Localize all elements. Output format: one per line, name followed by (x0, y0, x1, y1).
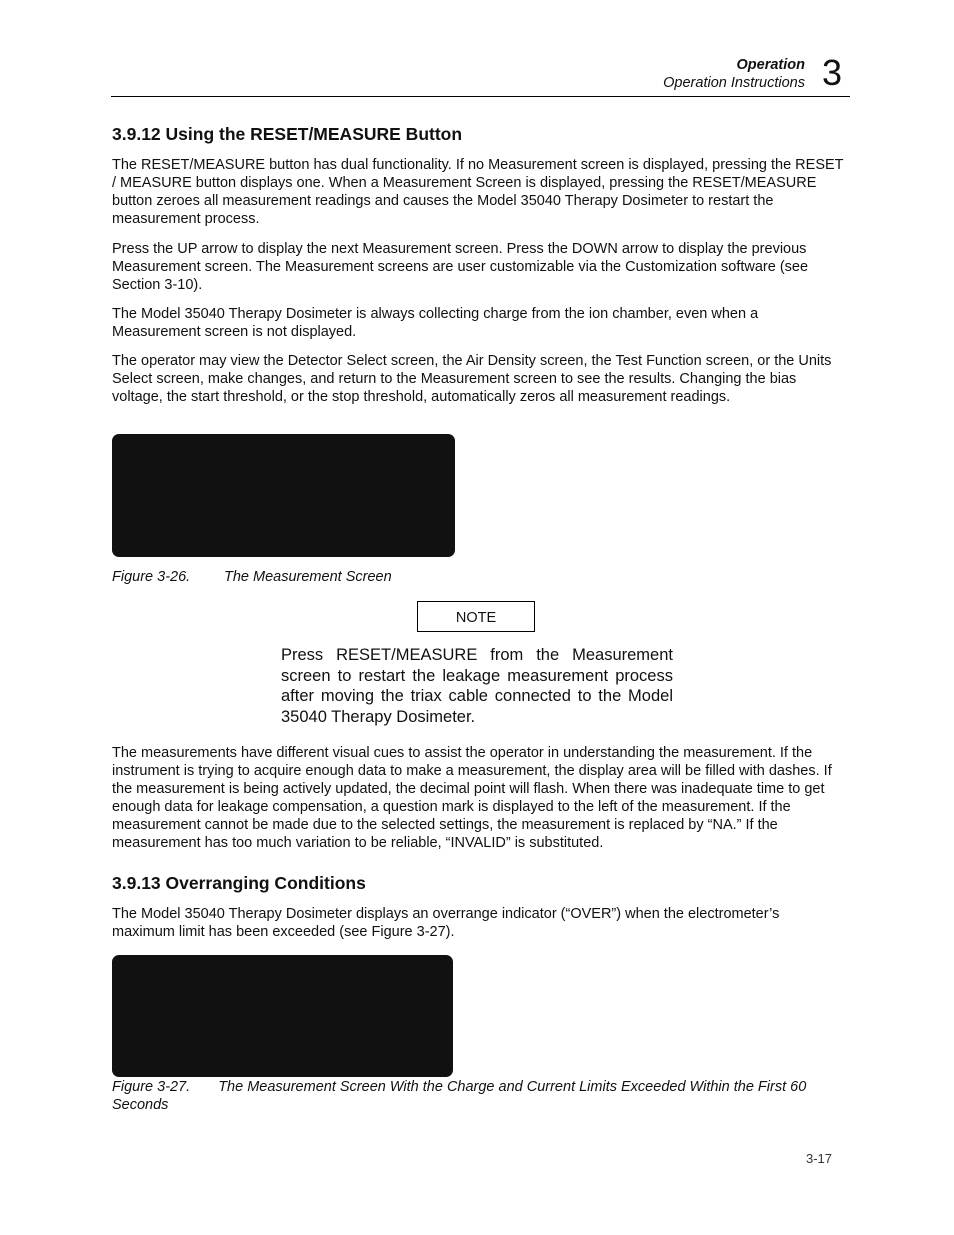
header-section-subtitle: Operation Instructions (663, 75, 805, 91)
figure-3-27-title: The Measurement Screen With the Charge and Current Limits Exceeded Within the First 60 Seconds (112, 1079, 807, 1113)
paragraph-dual-functionality: The RESET/MEASURE button has dual functionality. If no Measurement screen is displayed, pressing the RESET / MEASURE button displays one. When a Measurement Screen is displayed, pressing the RESET/MEASURE button zeroes all measurement readings and causes the Model 35040 Therapy Dosimeter to restart the measurement process. (112, 157, 844, 227)
note-label-box: NOTE (417, 601, 535, 632)
figure-3-26-number: Figure 3-26. (112, 569, 191, 585)
chapter-number: 3 (822, 52, 843, 93)
page-number: 3-17 (806, 1151, 833, 1166)
paragraph-overrange-indicator: The Model 35040 Therapy Dosimeter displays an overrange indicator (“OVER”) when the electrometer’s maximum limit has been exceeded (see Figure 3-27). (112, 906, 780, 940)
paragraph-visual-cues: The measurements have different visual cues to assist the operator in understanding the measurement. If the instrument is trying to acquire enough data to make a measurement, the display area will be filled with dashes. If the measurement is being actively updated, the decimal point will flash. When there was inadequate time to get enough data for leakage compensation, a question mark is displayed to the left of the measurement. If the measurement cannot be made due to the selected settings, the measurement is replaced by “NA.” If the measurement has too much variation to be reliable, “INVALID” is substituted. (112, 745, 832, 851)
section-heading-overranging: 3.9.13 Overranging Conditions (112, 873, 366, 893)
measurement-screen-image (112, 434, 455, 557)
figure-3-27-caption (112, 1078, 852, 1114)
overrange-screen-image (112, 955, 453, 1077)
section-heading-reset-measure: 3.9.12 Using the RESET/MEASURE Button (112, 124, 463, 144)
paragraph-operator-view: The operator may view the Detector Select screen, the Air Density screen, the Test Function screen, or the Units Select screen, make changes, and return to the Measurement screen to see the results. Changing the bias voltage, the start threshold, or the stop threshold, automatically zeros all measurement readings. (112, 353, 832, 405)
header-section-title: Operation (736, 57, 805, 73)
paragraph-always-collecting: The Model 35040 Therapy Dosimeter is always collecting charge from the ion chamber, even when a Measurement screen is not displayed. (112, 306, 759, 340)
header-rule (111, 96, 850, 97)
note-text: Press RESET/MEASURE from the Measurement screen to restart the leakage measurement process after moving the triax cable connected to the Model 35040 Therapy Dosimeter. (281, 646, 673, 726)
paragraph-arrow-navigation: Press the UP arrow to display the next Measurement screen. Press the DOWN arrow to display the previous Measurement screen. The Measurement screens are user customizable via the Customization software (see Section 3-10). (112, 241, 809, 293)
figure-3-26-title: The Measurement Screen (224, 569, 392, 585)
figure-3-27-number: Figure 3-27. (112, 1079, 191, 1095)
